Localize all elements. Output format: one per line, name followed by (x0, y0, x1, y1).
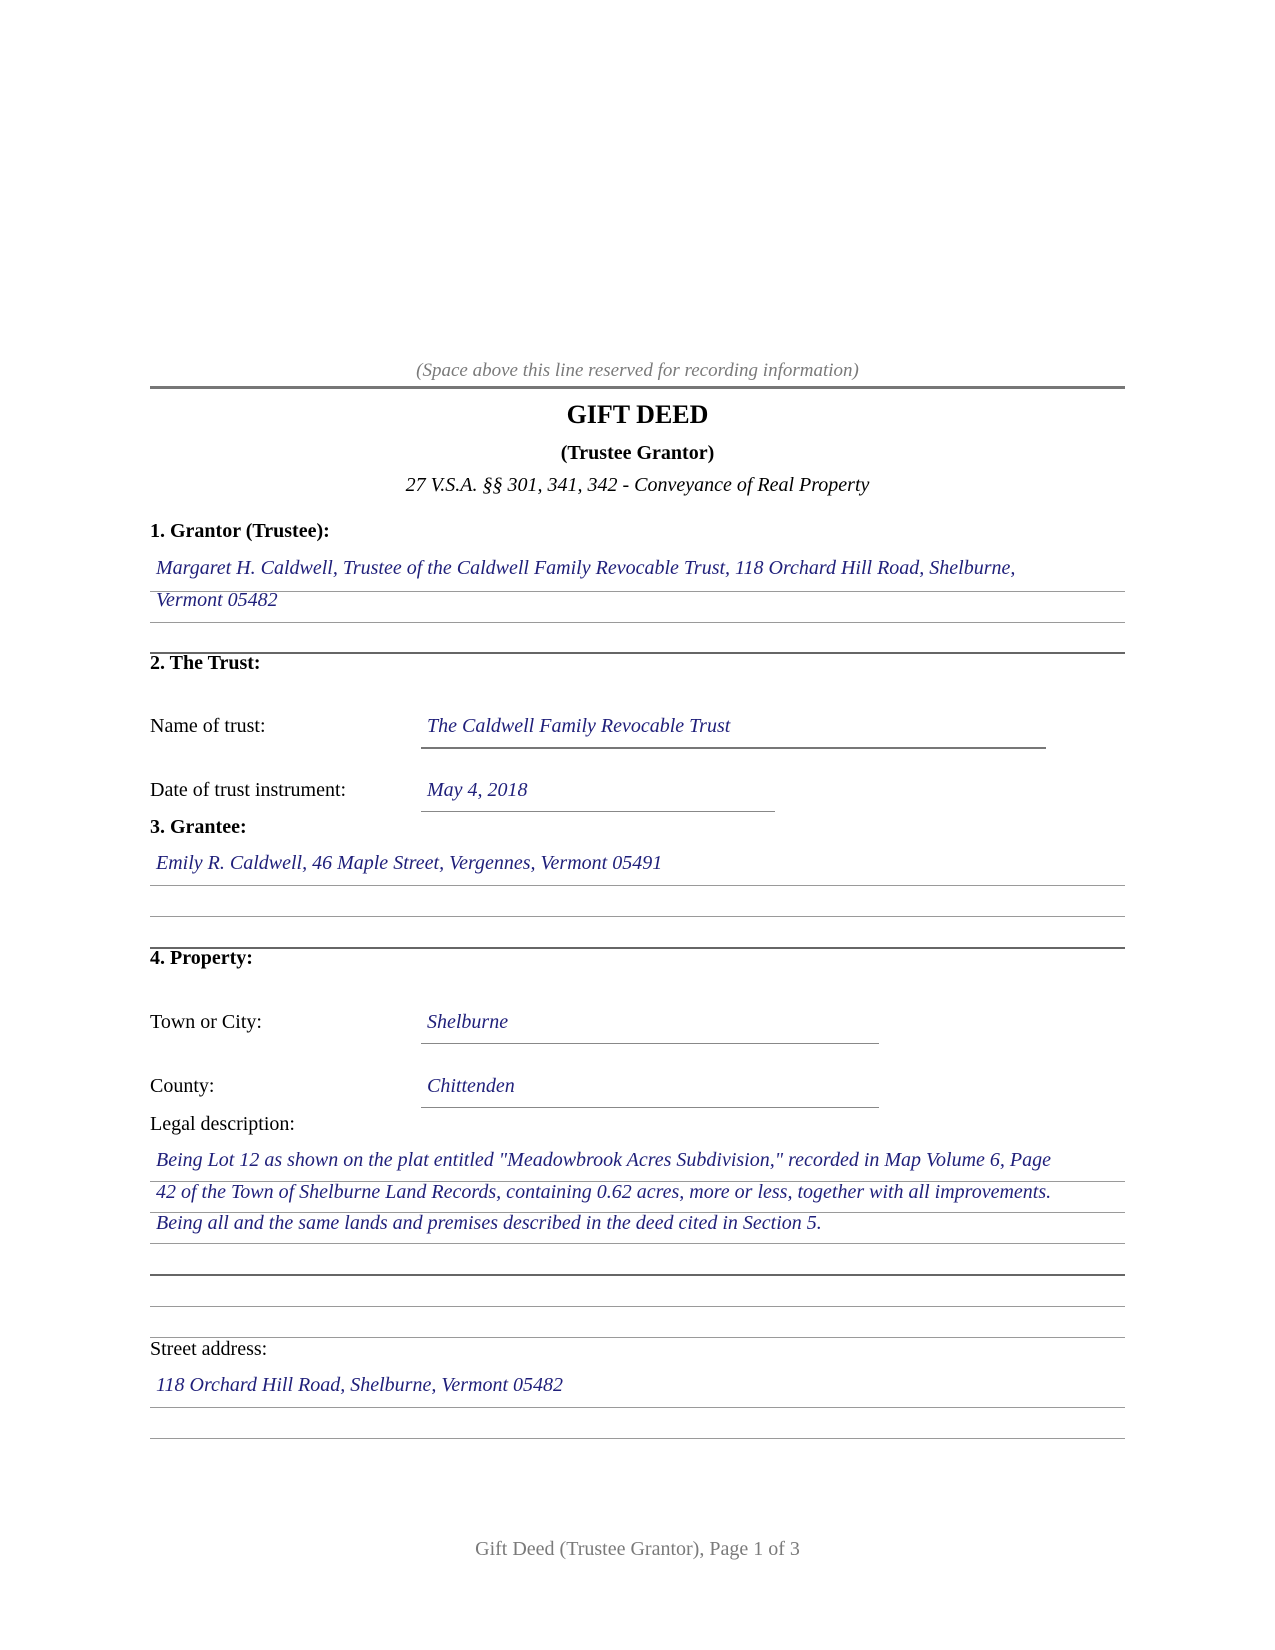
grantor-line-1: Margaret H. Caldwell, Trustee of the Caldwell Family Revocable Trust, 118 Orchard Hill Road, Shelburne, (156, 557, 1016, 579)
street-address-line-1: 118 Orchard Hill Road, Shelburne, Vermont 05482 (156, 1374, 564, 1396)
county-label: County: (150, 1075, 215, 1097)
trust-heading: 2. The Trust: (150, 652, 261, 674)
document-subtitle: (Trustee Grantor) (560, 442, 715, 464)
legal-description-label: Legal description: (150, 1113, 295, 1135)
legal-description-field[interactable] (150, 1145, 1125, 1240)
grantor-heading: 1. Grantor (Trustee): (150, 520, 330, 542)
town-label: Town or City: (150, 1011, 262, 1033)
trust-name-underline (421, 747, 1046, 749)
legal-rule-2 (150, 1212, 1125, 1213)
legal-line-2: 42 of the Town of Shelburne Land Records, containing 0.62 acres, more or less, together with all improvements. (156, 1180, 1052, 1203)
statute-citation: 27 V.S.A. §§ 301, 341, 342 - Conveyance of Real Property (405, 474, 870, 496)
grantor-rule-3 (150, 652, 1125, 654)
legal-line-3: Being all and the same lands and premises described in the deed cited in Section 5. (156, 1212, 822, 1234)
grantee-heading: 3. Grantee: (150, 816, 247, 838)
town-field[interactable]: Shelburne (427, 1011, 509, 1033)
grantee-rule-2 (150, 916, 1125, 917)
trust-date-underline (421, 811, 775, 812)
grantee-rule-1 (150, 885, 1125, 886)
grantee-line-1: Emily R. Caldwell, 46 Maple Street, Vergennes, Vermont 05491 (156, 852, 663, 874)
grantor-field[interactable] (150, 553, 1125, 616)
grantor-rule-1 (150, 591, 1125, 592)
property-heading: 4. Property: (150, 947, 253, 969)
street-rule-1 (150, 1407, 1125, 1408)
page-footer: Gift Deed (Trustee Grantor), Page 1 of 3 (475, 1538, 800, 1560)
street-address-field[interactable] (150, 1370, 1125, 1402)
document-title: GIFT DEED (566, 400, 709, 429)
grantee-field[interactable] (150, 848, 1125, 880)
legal-rule-6 (150, 1337, 1125, 1338)
town-underline (421, 1043, 879, 1044)
county-underline (421, 1107, 879, 1108)
trust-name-field[interactable]: The Caldwell Family Revocable Trust (427, 715, 731, 737)
legal-line-1: Being Lot 12 as shown on the plat entitled "Meadowbrook Acres Subdivision," recorded in Map Volume 6, Page (156, 1149, 1052, 1171)
grantee-rule-3 (150, 947, 1125, 949)
trust-name-label: Name of trust: (150, 715, 266, 737)
county-field[interactable]: Chittenden (427, 1075, 515, 1097)
recording-space-note: (Space above this line reserved for recording information) (416, 360, 859, 381)
trust-date-field[interactable]: May 4, 2018 (427, 779, 528, 801)
legal-rule-1 (150, 1181, 1125, 1182)
trust-date-label: Date of trust instrument: (150, 779, 347, 801)
legal-rule-4 (150, 1274, 1125, 1276)
legal-rule-5 (150, 1306, 1125, 1307)
grantor-rule-2 (150, 622, 1125, 623)
legal-rule-3 (150, 1243, 1125, 1244)
street-address-label: Street address: (150, 1338, 268, 1360)
grantor-line-2: Vermont 05482 (156, 588, 278, 611)
street-rule-2 (150, 1438, 1125, 1439)
recording-divider (150, 386, 1125, 389)
